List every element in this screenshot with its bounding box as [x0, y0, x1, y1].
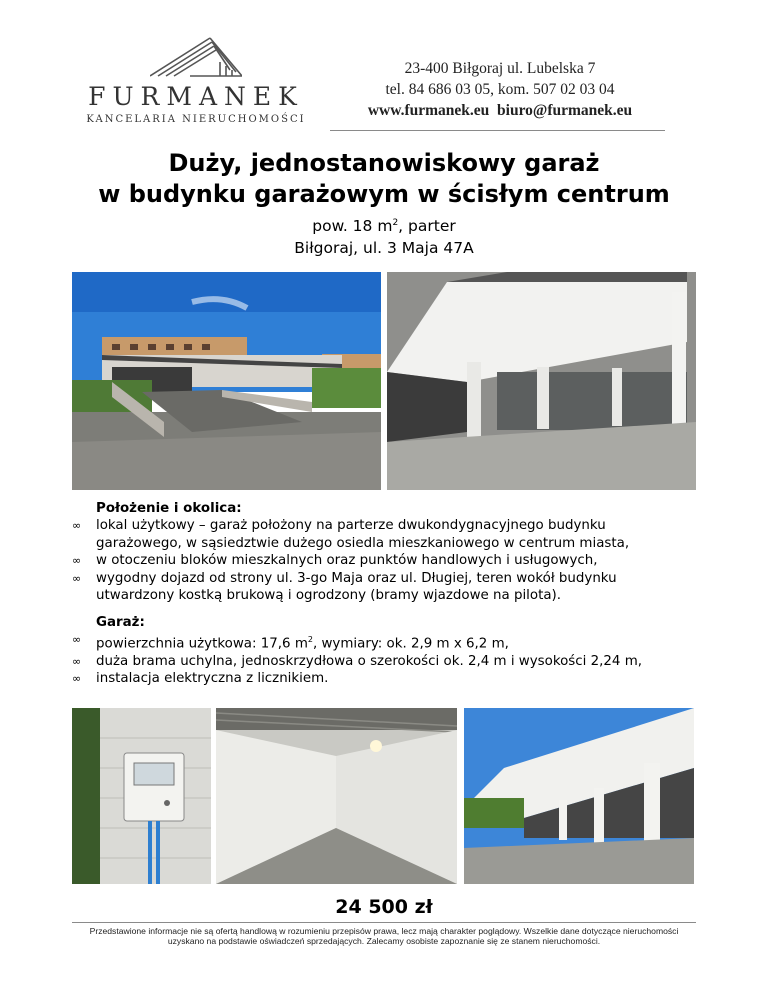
footer-divider: [72, 922, 696, 923]
header-divider: [330, 130, 665, 131]
listing-location: Biłgoraj, ul. 3 Maja 47A: [294, 239, 474, 258]
company-email-link[interactable]: biuro@furmanek.eu: [497, 102, 633, 119]
logo-name: FURMANEK: [88, 82, 304, 111]
list-item-text: lokal użytkowy – garaż położony na parterze dwukondygnacyjnego budynku: [96, 518, 606, 533]
list-item-text: , wymiary: ok. 2,9 m x 6,2 m,: [312, 636, 509, 652]
building-logo-icon: [150, 32, 242, 82]
section-heading-garage: Garaż:: [96, 615, 145, 630]
list-item: [72, 552, 692, 570]
contact-block: [330, 58, 670, 121]
disclaimer: [60, 926, 708, 946]
list-item: [72, 570, 692, 588]
disclaimer-line-1: Przedstawione informacje nie są ofertą handlową w rozumieniu przepisów prawa, lecz mają charakter poglądowy. Wszelkie dane dotyczące nieruchomości: [89, 926, 679, 936]
list-item: [72, 587, 692, 605]
company-website-link[interactable]: www.furmanek.eu: [367, 102, 490, 119]
list-item: [72, 535, 692, 553]
infinity-bullet-icon: ∞: [72, 654, 82, 668]
title-line-1: Duży, jednostanowiskowy garaż: [168, 149, 600, 177]
photo-garage-arcade: [387, 272, 696, 490]
infinity-bullet-icon: ∞: [72, 519, 82, 532]
listing-area: [0, 212, 768, 237]
list-item: [72, 670, 692, 688]
area-value: pow. 18 m: [312, 217, 393, 236]
infinity-bullet-icon: ∞: [72, 633, 82, 646]
list-item-text: powierzchnia użytkowa: 17,6 m: [96, 636, 308, 652]
location-bullet-list: [72, 517, 692, 605]
list-item: [72, 653, 692, 671]
company-logo: [72, 32, 320, 132]
list-item: [72, 517, 692, 535]
list-item: [72, 631, 692, 653]
listing-price: 24 500 zł: [335, 896, 433, 918]
list-item-text: duża brama uchylna, jednoskrzydłowa o szerokości ok. 2,4 m i wysokości 2,24 m,: [96, 653, 642, 669]
company-phones: tel. 84 686 03 05, kom. 507 02 03 04: [385, 81, 615, 98]
garage-bullet-list: [72, 631, 692, 688]
area-unit-sup: 2: [392, 218, 399, 228]
list-item-text: instalacja elektryczna z licznikiem.: [96, 671, 329, 687]
list-item-text: utwardzony kostką brukową i ogrodzony (bramy wjazdowe na pilota).: [96, 588, 562, 603]
company-address: 23-400 Biłgoraj ul. Lubelska 7: [404, 60, 596, 77]
photo-garage-row: [464, 708, 694, 884]
listing-subtitle: [0, 212, 768, 259]
listing-title: [0, 148, 768, 210]
title-line-2: w budynku garażowym w ścisłym centrum: [98, 180, 670, 208]
list-item-text: garażowego, w sąsiedztwie dużego osiedla mieszkaniowego w centrum miasta,: [96, 535, 630, 551]
disclaimer-line-2: uzyskano na podstawie oświadczeń sprzedających. Zalecamy osobiste zapoznanie się ze stanem nieruchomości.: [167, 936, 601, 946]
list-item-text: wygodny dojazd od strony ul. 3-go Maja oraz ul. Długiej, teren wokół budynku: [96, 570, 617, 586]
infinity-bullet-icon: ∞: [72, 672, 82, 686]
infinity-bullet-icon: ∞: [72, 571, 82, 585]
logo-tagline: KANCELARIA NIERUCHOMOŚCI: [86, 114, 306, 125]
area-floor: , parter: [398, 217, 456, 236]
section-heading-location: Położenie i okolica:: [96, 501, 242, 516]
photo-garage-interior: [216, 708, 457, 884]
area-unit-sup: 2: [307, 635, 313, 644]
photo-electric-meter: [72, 708, 211, 884]
photo-building-exterior: [72, 272, 381, 490]
list-item-text: w otoczeniu bloków mieszkalnych oraz punktów handlowych i usługowych,: [96, 553, 598, 568]
infinity-bullet-icon: ∞: [72, 554, 82, 567]
